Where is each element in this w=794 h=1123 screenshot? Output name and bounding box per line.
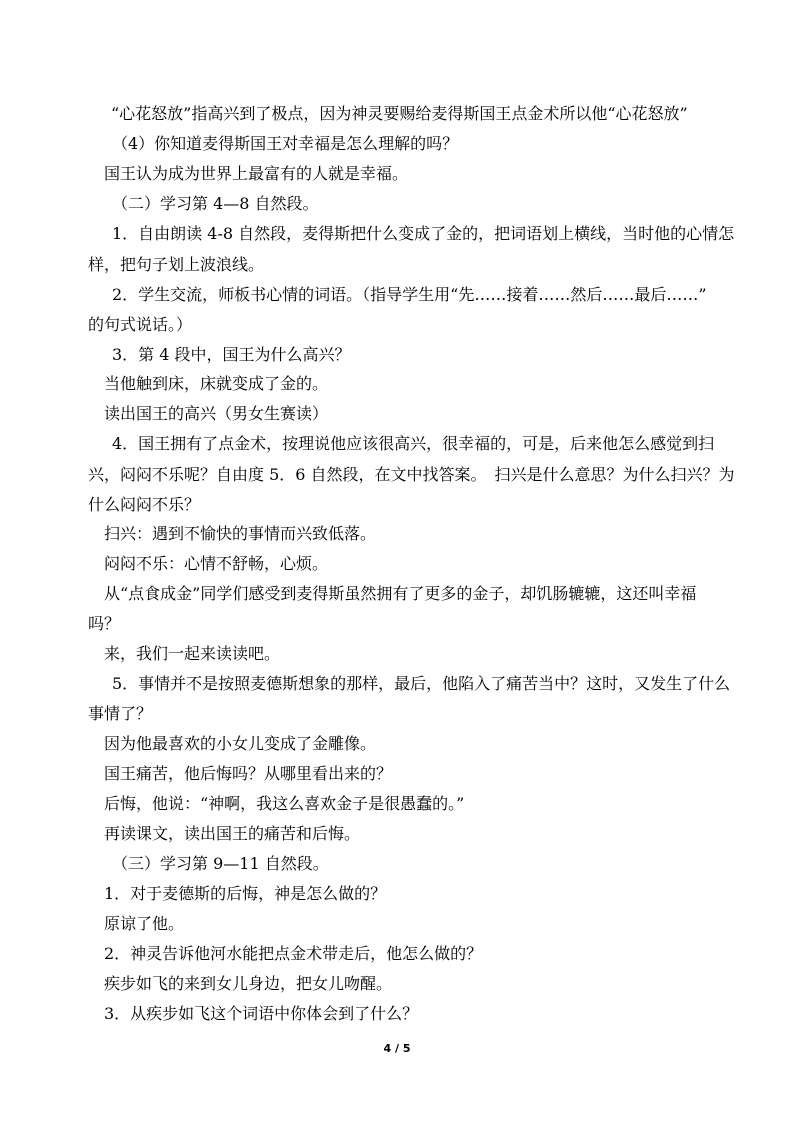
- section-heading: （二）学习第 4—8 自然段。: [112, 194, 319, 213]
- paragraph-line: 后悔，他说：“神啊，我这么喜欢金子是很愚蠢的。”: [104, 794, 465, 813]
- paragraph-line: 闷闷不乐：心情不舒畅，心烦。: [104, 554, 329, 573]
- paragraph-line: 因为他最喜欢的小女儿变成了金雕像。: [104, 734, 377, 753]
- paragraph-line: “心花怒放”指高兴到了极点，因为神灵要赐给麦得斯国王点金术所以他“心花怒放”: [111, 104, 688, 123]
- section-heading: （三）学习第 9—11 自然段。: [112, 854, 329, 873]
- paragraph-line: 3．第 4 段中，国王为什么高兴？: [112, 345, 351, 364]
- paragraph-line: 1．自由朗读 4-8 自然段，麦得斯把什么变成了金的，把词语划上横线，当时他的心情怎: [112, 224, 735, 243]
- paragraph-line: 4．国王拥有了点金术，按理说他应该很高兴，很幸福的，可是，后来他怎么感觉到扫: [112, 434, 715, 453]
- paragraph-line: 国王认为成为世界上最富有的人就是幸福。: [104, 164, 409, 183]
- paragraph-line: 5．事情并不是按照麦德斯想象的那样，最后，他陷入了痛苦当中？这时，又发生了什么: [112, 674, 731, 693]
- paragraph-line: 再读课文，读出国王的痛苦和后悔。: [104, 824, 361, 843]
- paragraph-line: 样，把句子划上波浪线。: [88, 255, 265, 274]
- paragraph-line: 扫兴：遇到不愉快的事情而兴致低落。: [104, 524, 377, 543]
- paragraph-line: 当他触到床，床就变成了金的。: [104, 374, 329, 393]
- paragraph-line: 吗？: [88, 614, 121, 633]
- page-number: 4 / 5: [383, 1042, 411, 1055]
- paragraph-line: 2．学生交流，师板书心情的词语。（指导学生用“先……接着……然后……最后……”: [112, 285, 707, 304]
- paragraph-line: 事情了？: [88, 704, 153, 723]
- paragraph-line: 1．对于麦德斯的后悔，神是怎么做的？: [104, 884, 387, 903]
- paragraph-line: 原谅了他。: [104, 914, 185, 933]
- paragraph-line: 疾步如飞的来到女儿身边，把女儿吻醒。: [104, 974, 393, 993]
- paragraph-line: 国王痛苦，他后悔吗？从哪里看出来的？: [104, 764, 393, 783]
- paragraph-line: 兴，闷闷不乐呢？自由度 5．6 自然段，在文中找答案。 扫兴是什么意思？为什么扫兴？为: [88, 465, 735, 484]
- paragraph-line: 的句式说话。）: [88, 315, 193, 334]
- paragraph-line: 2．神灵告诉他河水能把点金术带走后，他怎么做的？: [104, 944, 483, 963]
- paragraph-line: 来，我们一起来读读吧。: [104, 644, 281, 663]
- paragraph-line: 什么闷闷不乐？: [88, 495, 201, 514]
- paragraph-line: （4）你知道麦得斯国王对幸福是怎么理解的吗？: [112, 134, 459, 153]
- paragraph-line: 从“点食成金”同学们感受到麦得斯虽然拥有了更多的金子，却饥肠辘辘，这还叫幸福: [104, 584, 697, 603]
- paragraph-line: 读出国王的高兴（男女生赛读）: [104, 404, 329, 423]
- paragraph-line: 3．从疾步如飞这个词语中你体会到了什么？: [104, 1004, 419, 1023]
